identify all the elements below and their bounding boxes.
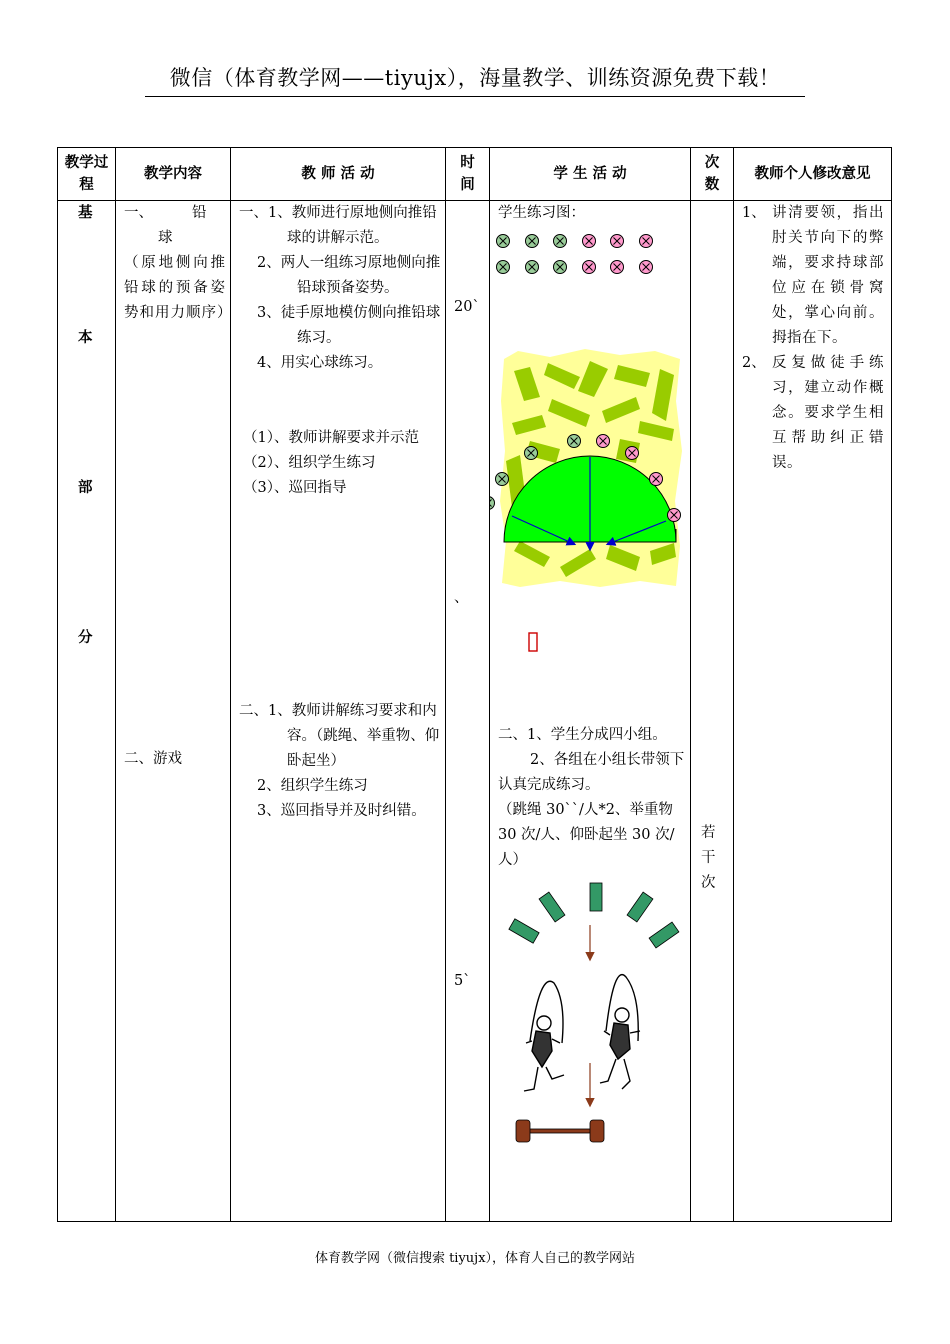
teacher-substep: （1）、教师讲解要求并示范 [243,430,419,446]
teacher-step: 二、1、教师讲解练习要求和内容。（跳绳、举重物、仰卧起坐） [239,703,440,769]
time-value: 20` [454,299,480,315]
col-header-time: 时间 [446,148,490,201]
shot-ball-icon [626,447,639,460]
shot-ball-icon [583,261,596,274]
stage-char: 分 [78,630,93,646]
content-item2: 二、游戏 [124,751,182,767]
col-header-teacher-activity: 教 师 活 动 [231,148,446,201]
content-item1-char2: 球 [158,230,173,246]
content-item1-desc: （原地侧向推铅球的预备姿势和用力顺序） [124,255,233,321]
count-value: 若干次 [701,825,716,891]
teacher-step: 2、两人一组练习原地侧向推铅球预备姿势。 [257,255,441,296]
content-item1-num: 一、 [124,205,153,221]
shot-ball-icon [525,447,538,460]
stage-char: 基 [78,205,93,221]
shot-ball-icon [490,497,495,510]
shot-ball-icon [554,235,567,248]
barbell-icon [516,1120,604,1142]
shot-ball-icon [526,261,539,274]
col-header-notes: 教师个人修改意见 [734,148,892,201]
teacher-step: 一、1、教师进行原地侧向推铅球的讲解示范。 [239,205,437,246]
teacher-step: 2、组织学生练习 [257,778,368,794]
time-value: 5` [454,973,471,989]
shot-ball-icon [650,473,663,486]
placeholder-box-icon [529,633,537,651]
teacher-substep: （2）、组织学生练习 [243,455,376,471]
shot-ball-icon [611,261,624,274]
shot-ball-icon [497,235,510,248]
shot-ball-icon [668,509,681,522]
note-number: 2、 [742,355,766,371]
page-footer: 体育教学网（微信搜索 tiyujx），体育人自己的教学网站 [314,1251,636,1266]
teacher-step: 4、用实心球练习。 [257,355,383,371]
col-header-content: 教学内容 [116,148,231,201]
student-group-step: （跳绳 30``/人*2、举重物 30 次/人、仰卧起坐 30 次/人） [498,802,675,868]
mat-icon [509,919,539,943]
mat-icon [590,883,602,911]
shot-ball-icon [611,235,624,248]
student-activity-cell [490,201,691,1222]
col-header-count: 次数 [691,148,734,201]
time-mark: 、 [454,590,469,606]
diagram-label: 学生练习图： [498,205,585,221]
shot-ball-icon [496,473,509,486]
table-body-row [58,201,892,1222]
student-group-step: 2、各组在小组长带领下认真完成练习。 [498,752,685,793]
shot-ball-icon [526,235,539,248]
mat-icon [539,892,565,922]
count-cell [691,201,734,1222]
student-row-top [497,235,653,248]
col-header-student-activity: 学 生 活 动 [490,148,691,201]
stage-char: 部 [78,480,93,496]
shot-ball-icon [554,261,567,274]
teacher-activity-cell [231,201,446,1222]
content-cell [116,201,231,1222]
teacher-step: 3、巡回指导并及时纠错。 [257,803,426,819]
rope-skipper-icon [600,975,640,1089]
teacher-step: 3、徒手原地模仿侧向推铅球练习。 [257,305,441,346]
shot-ball-icon [568,435,581,448]
shot-ball-icon [497,261,510,274]
shot-ball-icon [640,261,653,274]
mat-group [509,883,679,948]
stage-cell [58,201,116,1222]
table-header-row [58,148,892,201]
mat-icon [627,892,653,922]
lesson-plan-table [57,147,892,1222]
col-header-process: 教学过程 [58,148,116,201]
stage-char: 本 [78,330,93,346]
page-header: 微信（体育教学网——tiyujx），海量教学、训练资源免费下载！ [145,62,805,97]
time-cell [446,201,490,1222]
student-row-bottom [497,261,653,274]
shot-ball-icon [597,435,610,448]
note-text: 讲清要领，指出肘关节向下的弊端，要求持球部位应在锁骨窝处，掌心向前。拇指在下。 [772,205,884,346]
rope-skipper-icon [524,981,564,1091]
teacher-substep: （3）、巡回指导 [243,480,347,496]
content-item1-char1: 铅 [192,205,207,221]
shot-ball-icon [583,235,596,248]
mat-icon [649,922,679,948]
note-number: 1、 [742,205,766,221]
notes-cell [734,201,892,1222]
student-group-step: 二、1、学生分成四小组。 [498,727,667,743]
shot-ball-icon [640,235,653,248]
practice-diagrams [490,201,691,1221]
note-text: 反复做徒手练习，建立动作概念。要求学生相互帮助纠正错误。 [772,355,884,471]
